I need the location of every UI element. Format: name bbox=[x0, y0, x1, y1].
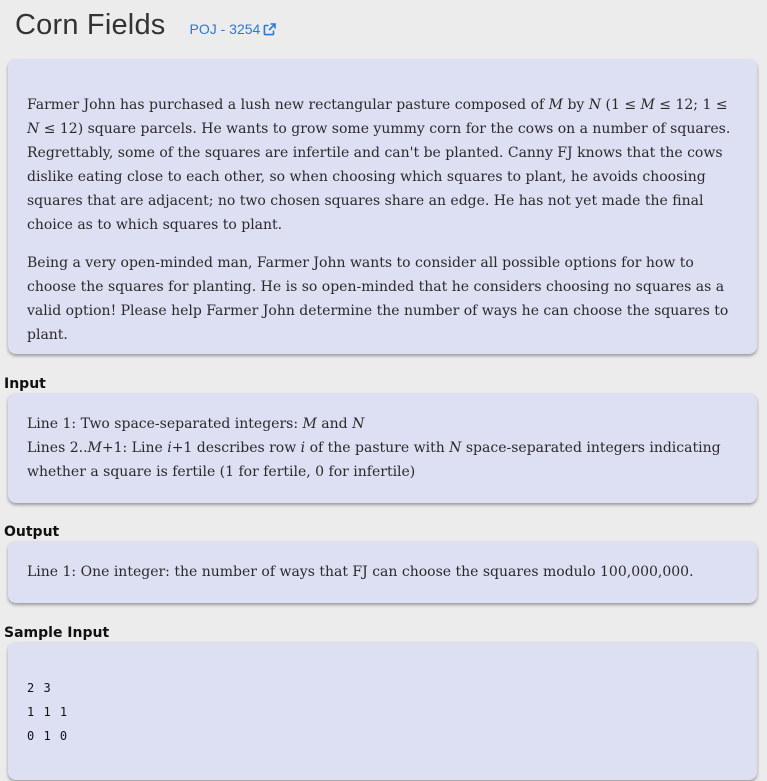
problem-description bbox=[8, 59, 757, 354]
sample-input-line: 0 1 0 bbox=[27, 729, 69, 743]
text: of the pasture with bbox=[305, 440, 450, 456]
text: ≤ 12) square parcels. He wants to grow some yummy corn for the cows on a number of squares. Regrettably, some of the squares are infertile and can't be planted. Canny FJ knows that the cows dislike eating close to each other, so when choosing which squares to plant, he avoids choosing squares that are adjacent; no two chosen squares share an edge. He has not yet made the final choice as to which squares to plant. bbox=[27, 121, 731, 233]
sample-input-section bbox=[8, 642, 757, 780]
text: ≤ 12; 1 ≤ bbox=[654, 97, 728, 113]
var-i: i bbox=[167, 440, 172, 456]
input-line-2 bbox=[27, 436, 738, 484]
text: space-separated integers indicating whether a square is fertile (1 for fertile, 0 for infertile) bbox=[27, 440, 721, 480]
description-paragraph-2: Being a very open-minded man, Farmer John wants to consider all possible options for how to choose the squares for planting. He is so open-minded that he considers choosing no squares as a valid option! Please help Farmer John determine the number of ways he can choose the squares to plant. bbox=[27, 255, 729, 343]
var-m: M bbox=[87, 440, 102, 456]
text: +1 describes row bbox=[171, 440, 301, 456]
output-line-1: Line 1: One integer: the number of ways that FJ can choose the squares modulo 100,000,000. bbox=[27, 564, 694, 580]
sample-input-line: 1 1 1 bbox=[27, 705, 69, 719]
var-m: M bbox=[640, 97, 655, 113]
input-line-1 bbox=[27, 412, 738, 436]
text: Lines 2.. bbox=[27, 440, 88, 456]
var-n: N bbox=[449, 440, 462, 456]
var-i: i bbox=[300, 440, 306, 456]
external-link-icon bbox=[263, 23, 276, 36]
input-heading: Input bbox=[4, 376, 46, 392]
output-section bbox=[8, 541, 757, 603]
text: and bbox=[316, 416, 353, 432]
page-title: Corn Fields bbox=[15, 9, 166, 41]
text: +1: Line bbox=[101, 440, 168, 456]
input-section bbox=[8, 393, 757, 503]
text: (1 ≤ bbox=[601, 97, 641, 113]
source-problem-link-label: POJ - 3254 bbox=[189, 21, 261, 37]
sample-input-heading: Sample Input bbox=[4, 625, 110, 641]
var-n: N bbox=[27, 121, 40, 137]
text: Farmer John has purchased a lush new rectangular pasture composed of bbox=[27, 97, 549, 113]
output-heading: Output bbox=[4, 524, 60, 540]
text: by bbox=[563, 97, 589, 113]
var-m: M bbox=[302, 416, 317, 432]
description-paragraph-1 bbox=[27, 93, 738, 237]
header bbox=[15, 4, 276, 46]
sample-input-line: 2 3 bbox=[27, 681, 52, 695]
var-m: M bbox=[548, 97, 564, 113]
source-problem-link[interactable] bbox=[189, 21, 276, 37]
var-n: N bbox=[588, 97, 602, 113]
text: Line 1: Two space-separated integers: bbox=[27, 416, 303, 432]
var-n: N bbox=[352, 416, 365, 432]
